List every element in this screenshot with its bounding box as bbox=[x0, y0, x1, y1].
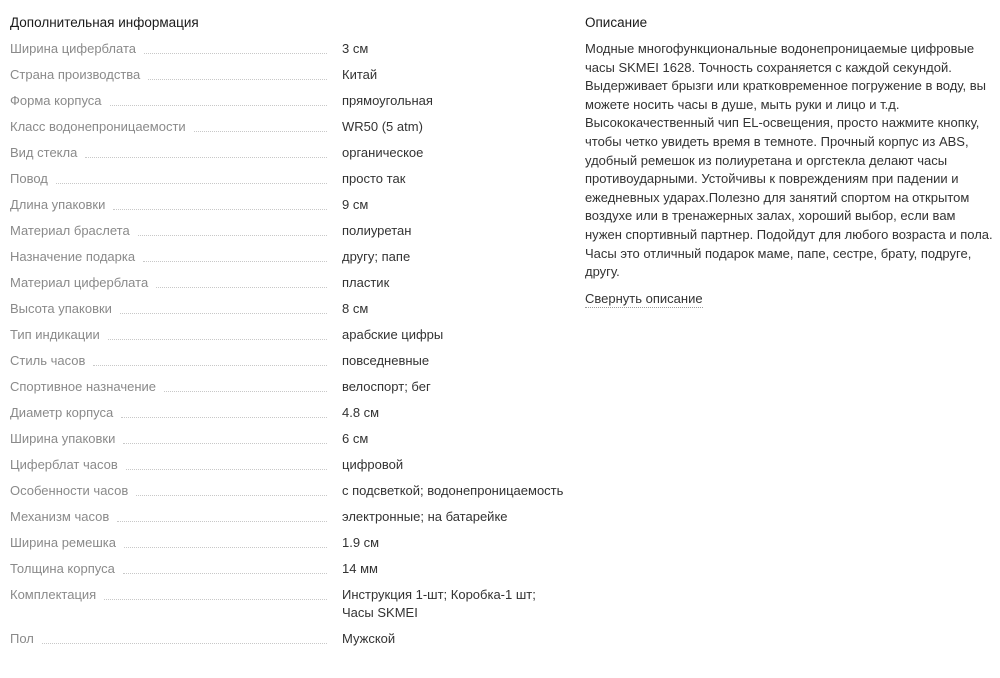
spec-name: Механизм часов bbox=[10, 509, 110, 524]
spec-name: Материал браслета bbox=[10, 223, 130, 238]
spec-name: Ширина циферблата bbox=[10, 41, 136, 56]
dotted-leader bbox=[104, 598, 327, 600]
spec-row bbox=[10, 196, 570, 214]
spec-name-cell bbox=[10, 274, 335, 292]
spec-name-cell bbox=[10, 508, 335, 526]
spec-name-cell bbox=[10, 170, 335, 188]
spec-name-cell bbox=[10, 430, 335, 448]
spec-value: электронные; на батарейке bbox=[342, 509, 508, 524]
spec-row bbox=[10, 222, 570, 240]
spec-value: просто так bbox=[342, 171, 406, 186]
dotted-leader bbox=[156, 286, 327, 288]
dotted-leader bbox=[164, 390, 327, 392]
spec-row bbox=[10, 326, 570, 344]
dotted-leader bbox=[144, 52, 327, 54]
spec-name-cell bbox=[10, 144, 335, 162]
spec-value: 9 см bbox=[342, 197, 369, 212]
spec-value: повседневные bbox=[342, 353, 430, 368]
spec-name: Пол bbox=[10, 631, 34, 646]
dotted-leader bbox=[117, 520, 327, 522]
spec-row bbox=[10, 508, 570, 526]
spec-name: Спортивное назначение bbox=[10, 379, 156, 394]
spec-row bbox=[10, 118, 570, 136]
spec-value: Китай bbox=[342, 67, 378, 82]
spec-value: 14 мм bbox=[342, 561, 378, 576]
dotted-leader bbox=[138, 234, 327, 236]
spec-name-cell bbox=[10, 248, 335, 266]
spec-row bbox=[10, 586, 570, 622]
spec-name-cell bbox=[10, 534, 335, 552]
spec-name: Диаметр корпуса bbox=[10, 405, 114, 420]
spec-name-cell bbox=[10, 40, 335, 58]
spec-value: другу; папе bbox=[342, 249, 411, 264]
spec-row bbox=[10, 92, 570, 110]
spec-row bbox=[10, 248, 570, 266]
spec-name-cell bbox=[10, 352, 335, 370]
spec-name-cell bbox=[10, 92, 335, 110]
spec-name: Повод bbox=[10, 171, 48, 186]
collapse-description-link[interactable]: Свернуть описание bbox=[585, 290, 703, 306]
dotted-leader bbox=[121, 416, 327, 418]
dotted-leader bbox=[85, 156, 327, 158]
spec-row bbox=[10, 40, 570, 58]
spec-name-cell bbox=[10, 378, 335, 396]
dotted-leader bbox=[56, 182, 327, 184]
dotted-leader bbox=[42, 642, 327, 644]
spec-value: 4.8 см bbox=[342, 405, 380, 420]
spec-value: органическое bbox=[342, 145, 424, 160]
spec-row bbox=[10, 560, 570, 578]
description-text: Модные многофункциональные водонепроницаемые цифровые часы SKMEI 1628. Точность сохраняется с каждой секундой. Выдерживает брызги или кратковременное погружение в воду, вы можете носить часы в душе, мыть руки и лицо и т.д. Высококачественный чип EL-освещения, просто нажмите кнопку, чтобы четко увидеть время в темноте. Прочный корпус из ABS, удобный ремешок из полиуретана и оргстекла делают часы противоударными. Устойчивы к повреждениям при падении и ежедневных ударах.Полезно для занятий спортом на открытом воздухе или в тренажерных залах, хороший выбор, если вам нужен спортивный партнер. Подойдут для любого возраста и пола. Часы это отличный подарок маме, папе, сестре, брату, подруге, другу. bbox=[585, 41, 993, 280]
spec-row bbox=[10, 404, 570, 422]
dotted-leader bbox=[113, 208, 327, 210]
spec-name: Комплектация bbox=[10, 587, 97, 602]
spec-name: Толщина корпуса bbox=[10, 561, 115, 576]
dotted-leader bbox=[120, 312, 327, 314]
dotted-leader bbox=[110, 104, 327, 106]
spec-row bbox=[10, 534, 570, 552]
spec-row bbox=[10, 66, 570, 84]
spec-name-cell bbox=[10, 66, 335, 84]
spec-value: прямоугольная bbox=[342, 93, 433, 108]
dotted-leader bbox=[126, 468, 327, 470]
dotted-leader bbox=[148, 78, 327, 80]
spec-value: цифровой bbox=[342, 457, 404, 472]
spec-value: пластик bbox=[342, 275, 390, 290]
dotted-leader bbox=[124, 546, 327, 548]
spec-value: с подсветкой; водонепроницаемость bbox=[342, 483, 564, 498]
dotted-leader bbox=[93, 364, 327, 366]
spec-name: Страна производства bbox=[10, 67, 141, 82]
spec-name-cell bbox=[10, 456, 335, 474]
spec-row bbox=[10, 456, 570, 474]
spec-name-cell bbox=[10, 326, 335, 344]
spec-value: полиуретан bbox=[342, 223, 412, 238]
spec-name-cell bbox=[10, 404, 335, 422]
spec-value: Мужской bbox=[342, 631, 396, 646]
spec-value: велоспорт; бег bbox=[342, 379, 431, 394]
spec-name: Высота упаковки bbox=[10, 301, 112, 316]
dotted-leader bbox=[194, 130, 327, 132]
spec-name-cell bbox=[10, 196, 335, 214]
spec-row bbox=[10, 430, 570, 448]
spec-name: Ширина ремешка bbox=[10, 535, 116, 550]
spec-name-cell bbox=[10, 482, 335, 500]
spec-value: WR50 (5 atm) bbox=[342, 119, 423, 134]
spec-row bbox=[10, 482, 570, 500]
spec-value: 1.9 см bbox=[342, 535, 380, 550]
spec-name: Класс водонепроницаемости bbox=[10, 119, 186, 134]
spec-value: Инструкция 1-шт; Коробка-1 шт; Часы SKMEI bbox=[342, 587, 536, 620]
dotted-leader bbox=[123, 442, 327, 444]
spec-row bbox=[10, 170, 570, 188]
spec-name: Тип индикации bbox=[10, 327, 100, 342]
spec-name: Материал циферблата bbox=[10, 275, 149, 290]
spec-value: арабские цифры bbox=[342, 327, 444, 342]
spec-name: Форма корпуса bbox=[10, 93, 102, 108]
additional-info-heading: Дополнительная информация bbox=[10, 15, 199, 30]
spec-row bbox=[10, 630, 570, 648]
dotted-leader bbox=[143, 260, 327, 262]
spec-name-cell bbox=[10, 630, 335, 648]
dotted-leader bbox=[108, 338, 327, 340]
dotted-leader bbox=[136, 494, 327, 496]
spec-value: 6 см bbox=[342, 431, 369, 446]
spec-row bbox=[10, 352, 570, 370]
spec-name-cell bbox=[10, 222, 335, 240]
spec-name-cell bbox=[10, 118, 335, 136]
spec-row bbox=[10, 144, 570, 162]
spec-name: Особенности часов bbox=[10, 483, 129, 498]
spec-value: 8 см bbox=[342, 301, 369, 316]
spec-name: Стиль часов bbox=[10, 353, 86, 368]
spec-name: Ширина упаковки bbox=[10, 431, 116, 446]
spec-row bbox=[10, 378, 570, 396]
spec-name-cell bbox=[10, 300, 335, 318]
description-heading: Описание bbox=[585, 15, 648, 30]
spec-name-cell bbox=[10, 560, 335, 578]
spec-name: Длина упаковки bbox=[10, 197, 106, 212]
spec-row bbox=[10, 300, 570, 318]
description-section bbox=[585, 14, 995, 308]
spec-name-cell bbox=[10, 586, 335, 604]
spec-value: 3 см bbox=[342, 41, 369, 56]
spec-list bbox=[10, 40, 570, 648]
spec-name: Вид стекла bbox=[10, 145, 78, 160]
dotted-leader bbox=[123, 572, 327, 574]
additional-info-section bbox=[10, 14, 570, 656]
spec-name: Назначение подарка bbox=[10, 249, 136, 264]
spec-row bbox=[10, 274, 570, 292]
spec-name: Циферблат часов bbox=[10, 457, 118, 472]
